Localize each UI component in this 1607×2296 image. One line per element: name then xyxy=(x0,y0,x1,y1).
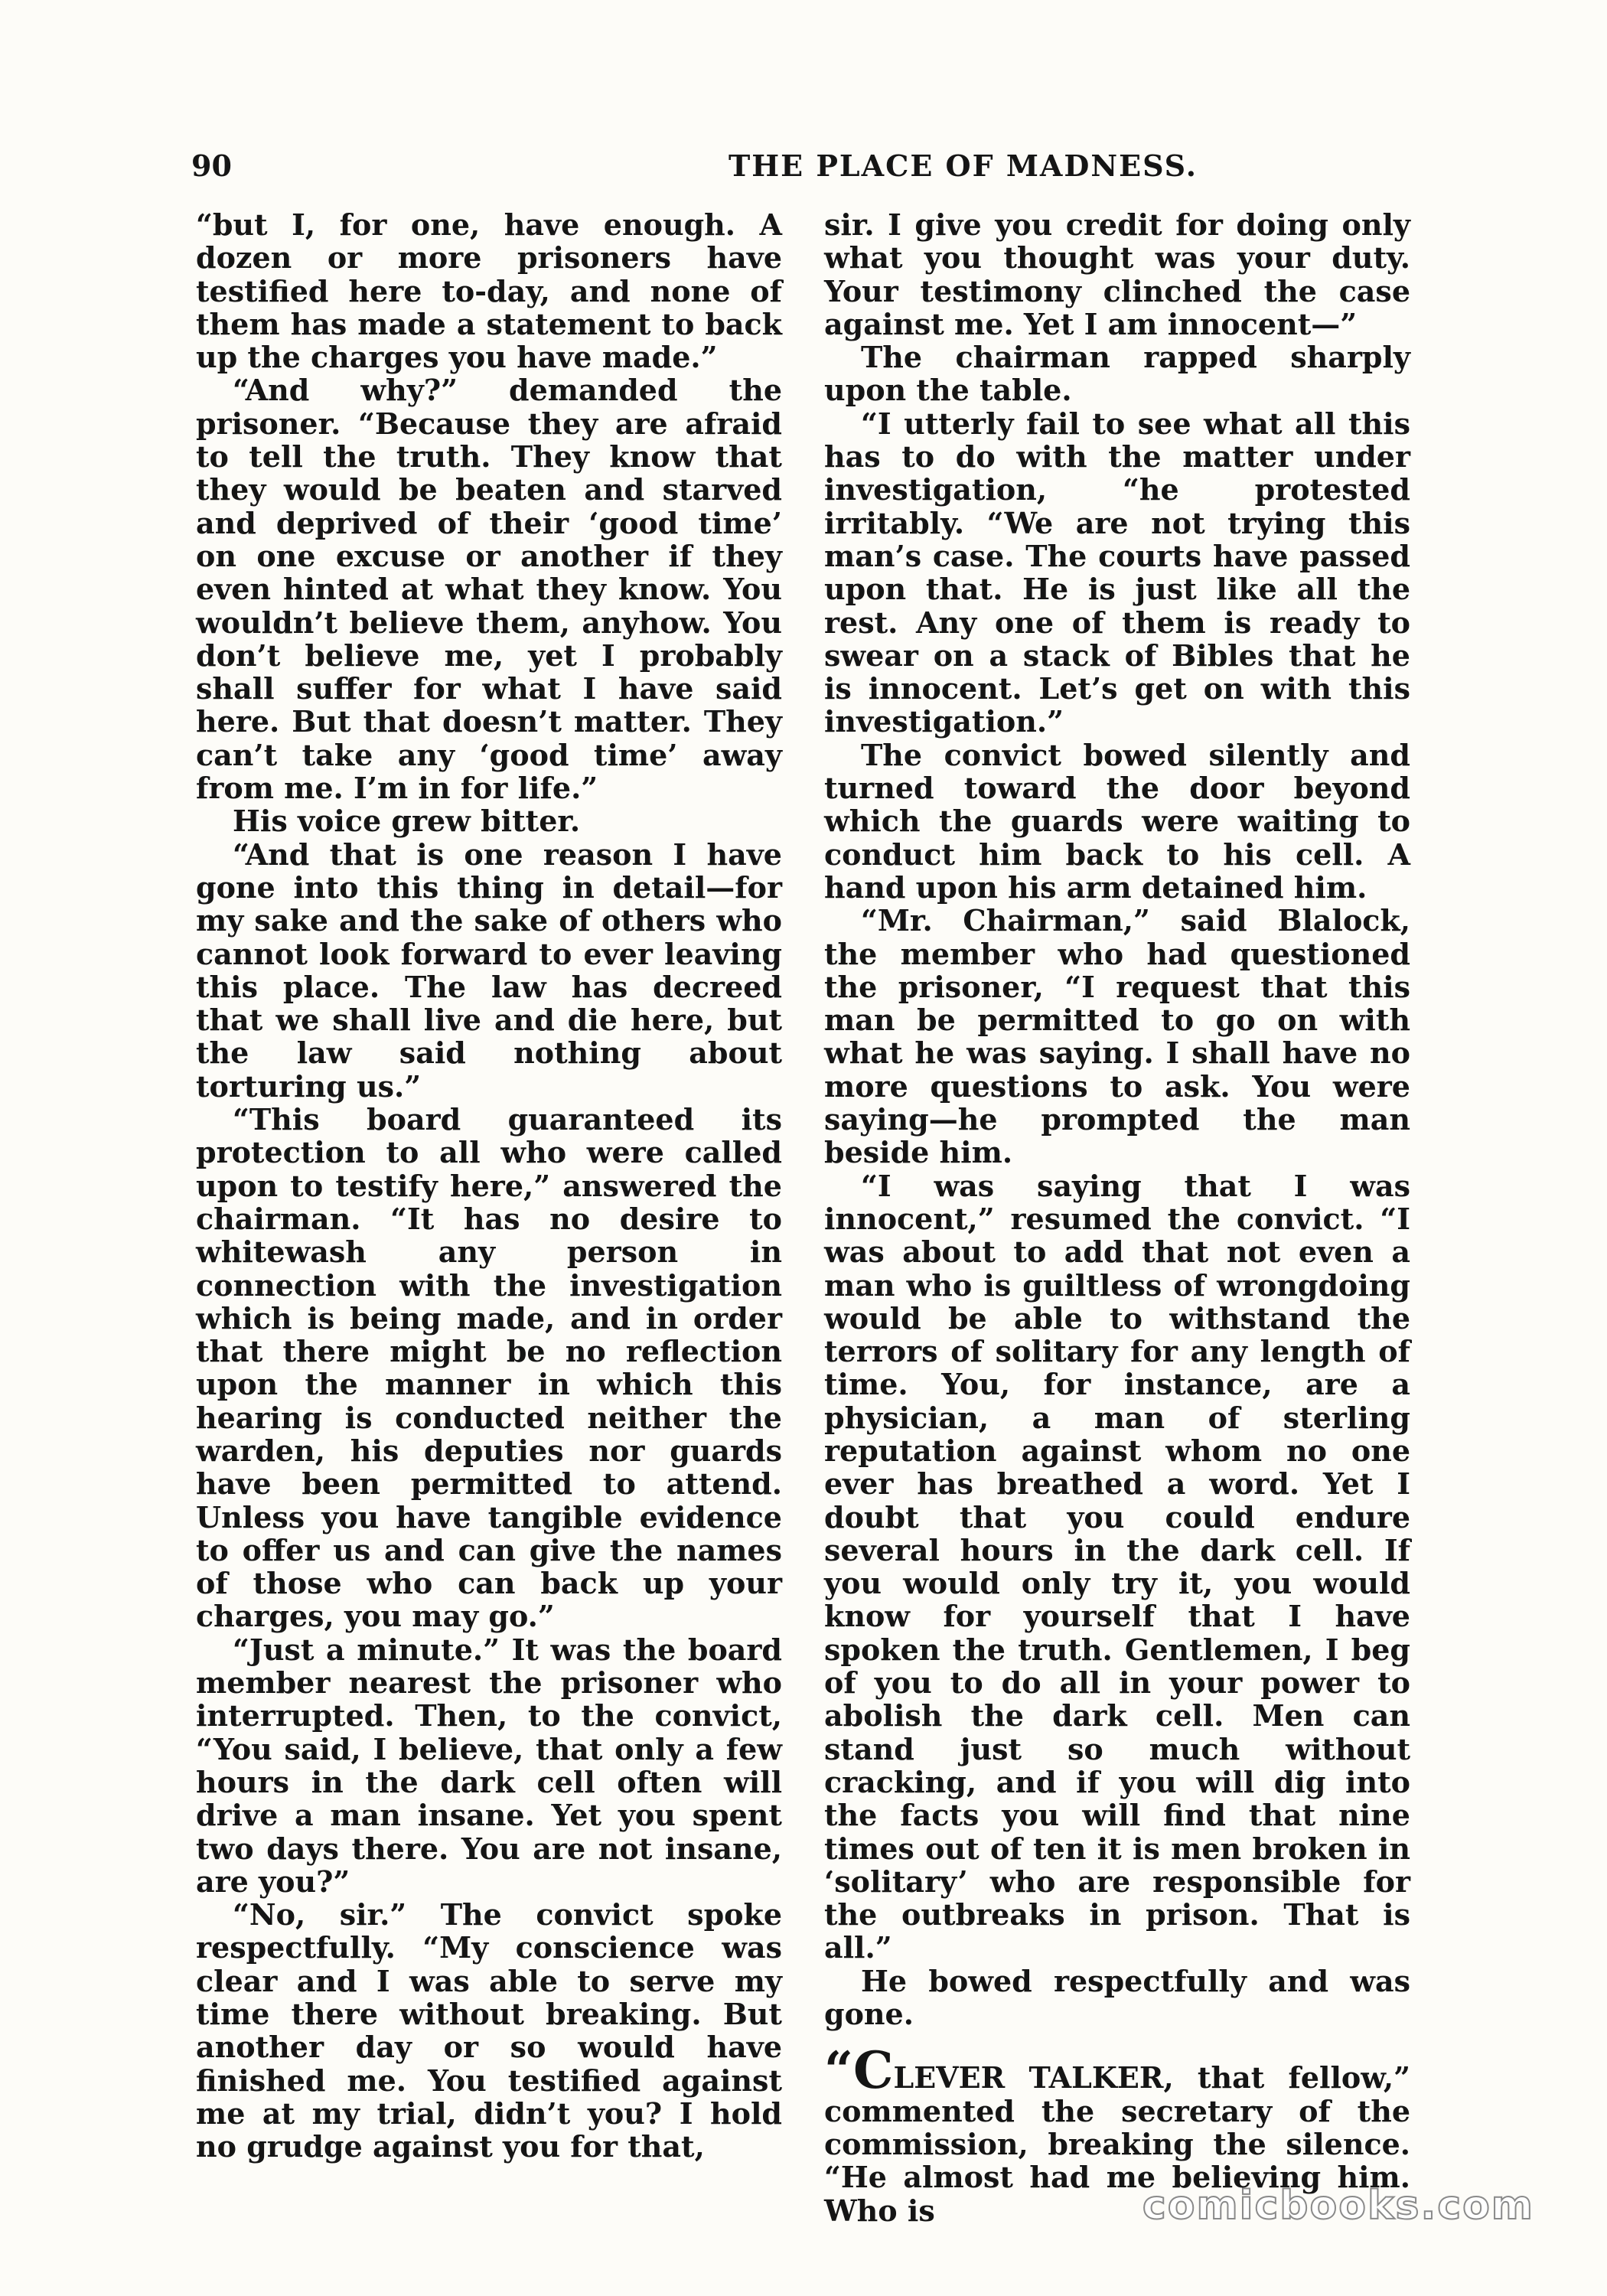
lead-in: LEVER TALKER, xyxy=(893,2060,1174,2095)
page-number: 90 xyxy=(191,148,232,183)
paragraph: sir. I give you credit for doing only what you thought was your duty. Your testimony clinched the case against me. Yet I am innocent—” xyxy=(824,207,1410,341)
running-title: THE PLACE OF MADNESS. xyxy=(728,148,1198,183)
paragraph: “This board guaranteed its protection to all who were called upon to testify here,” answered the chairman. “It has no desire to whitewash any person in connection with the investigation which is being made, and in order that there might be no reflection upon the manner in which this hearing is conducted neither the warden, his deputies nor guards have been permitted to attend. Unless you have tangible evidence to offer us and can give the names of those who can back up your charges, you may go.” xyxy=(196,1102,782,1634)
site-watermark: comicbooks.com xyxy=(1142,2183,1534,2229)
paragraph: His voice grew bitter. xyxy=(233,804,581,839)
left-column xyxy=(196,207,782,2164)
paragraph: He bowed respectfully and was gone. xyxy=(824,1963,1410,2032)
paragraph: “I was saying that I was innocent,” resumed the convict. “I was about to add that not even a man who is guiltless of wrongdoing would be able to withstand the terrors of solitary for any length of time. You, for instance, are a physician, a man of sterling reputation against whom no one ever has breathed a word. Yet I doubt that you could endure several hours in the dark cell. If you would only try it, you would know for yourself that I have spoken the truth. Gentlemen, I beg of you to do all in your power to abolish the dark cell. Men can stand just so much without cracking, and if you will dig into the facts you will find that nine times out of ten it is men broken in ‘solitary’ who are responsible for the outbreaks in prison. That is all.” xyxy=(824,1168,1410,1965)
paragraph: The chairman rapped sharply upon the table. xyxy=(824,340,1410,408)
paragraph: “And that is one reason I have gone into this thing in detail—for my sake and the sake of others who cannot look forward to ever leaving this place. The law has decreed that we shall live and die here, but the law said nothing about torturing us.” xyxy=(196,837,782,1104)
paragraph: “Mr. Chairman,” said Blalock, the member who had questioned the prisoner, “I request that this man be permitted to go on with what he was saying. I shall have no more questions to ask. You were saying—he prompted the man beside him. xyxy=(824,903,1410,1170)
drop-cap: “C xyxy=(824,2040,894,2101)
page-header xyxy=(191,142,1286,188)
paragraph: “I utterly fail to see what all this has to do with the matter under investigation, “he protested irritably. “We are not trying this man’s case. The courts have passed upon that. He is just like all the rest. Any one of them is ready to swear on a stack of Bibles that he is innocent. Let’s get on with this investigation.” xyxy=(824,406,1410,739)
paragraph: “Just a minute.” It was the board member nearest the prisoner who interrupted. Then, to the convict, “You said, I believe, that only a few hours in the dark cell often will drive a man insane. Yet you spent two days there. You are not insane, are you?” xyxy=(196,1632,782,1899)
paragraph: “No, sir.” The convict spoke respectfully. “My conscience was clear and I was able to serve my time there without breaking. But another day or so would have finished me. You testified against me at my trial, didn’t you? I hold no grudge against you for that, xyxy=(196,1897,782,2164)
paragraph: “And why?” demanded the prisoner. “Because they are afraid to tell the truth. They know that they would be beaten and starved and deprived of their ‘good time’ on one excuse or another if they even hinted at what they know. You wouldn’t believe them, anyhow. You don’t believe me, yet I probably shall suffer for what I have said here. But that doesn’t matter. They can’t take any ‘good time’ away from me. I’m in for life.” xyxy=(196,373,782,806)
paragraph: “but I, for one, have enough. A dozen or more prisoners have testified here to-day, and none of them has made a statement to back up the charges you have made.” xyxy=(196,207,782,375)
section-text: that fellow,” commented the secretary of the commission, breaking the silence. “He almost had me believing him. Who is xyxy=(824,2060,1410,2228)
paragraph: The convict bowed silently and turned toward the door beyond which the guards were waiting to conduct him back to his cell. A hand upon his arm detained him. xyxy=(824,737,1410,905)
